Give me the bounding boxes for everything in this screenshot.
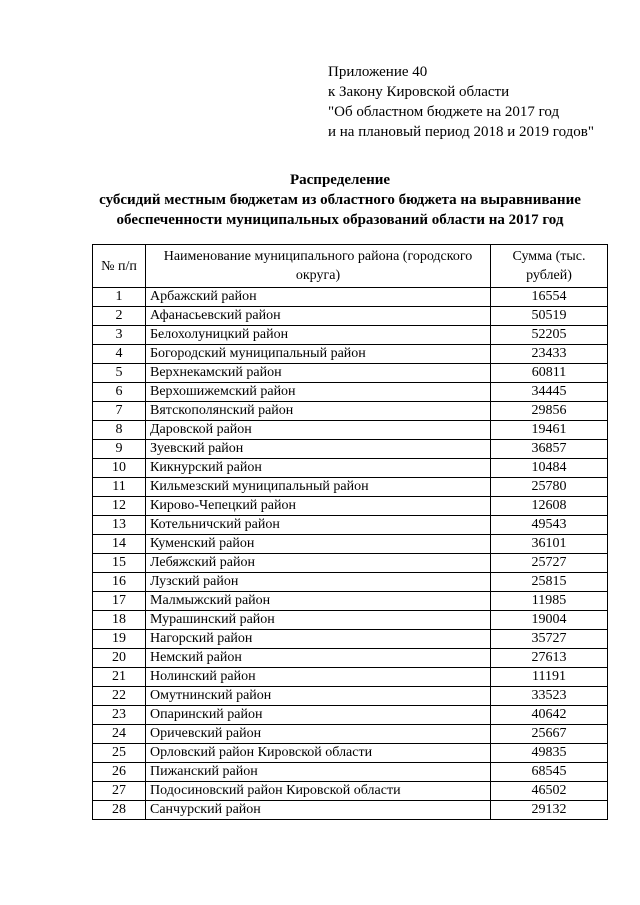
table-row <box>93 459 608 478</box>
row-sum: 10484 <box>491 459 608 478</box>
row-name: Верхошижемский район <box>146 383 491 402</box>
subsidy-table <box>92 244 608 820</box>
row-name: Орловский район Кировской области <box>146 744 491 763</box>
row-sum: 60811 <box>491 364 608 383</box>
row-sum: 36857 <box>491 440 608 459</box>
row-number: 28 <box>93 801 146 820</box>
table-row <box>93 782 608 801</box>
row-name: Арбажский район <box>146 288 491 307</box>
table-row <box>93 535 608 554</box>
appendix-block <box>328 62 594 142</box>
table-row <box>93 592 608 611</box>
row-number: 15 <box>93 554 146 573</box>
row-number: 11 <box>93 478 146 497</box>
row-number: 23 <box>93 706 146 725</box>
row-sum: 25780 <box>491 478 608 497</box>
table-row <box>93 516 608 535</box>
header-name: Наименование муниципального района (городского округа) <box>146 245 491 288</box>
row-sum: 49543 <box>491 516 608 535</box>
row-sum: 68545 <box>491 763 608 782</box>
table-row <box>93 687 608 706</box>
table-row <box>93 497 608 516</box>
table-row <box>93 630 608 649</box>
row-sum: 25667 <box>491 725 608 744</box>
row-name: Котельничский район <box>146 516 491 535</box>
row-number: 26 <box>93 763 146 782</box>
row-number: 9 <box>93 440 146 459</box>
row-number: 27 <box>93 782 146 801</box>
row-sum: 11191 <box>491 668 608 687</box>
appendix-line: к Закону Кировской области <box>328 84 510 100</box>
row-name: Кикнурский район <box>146 459 491 478</box>
table-row <box>93 725 608 744</box>
row-name: Верхнекамский район <box>146 364 491 383</box>
table-row <box>93 288 608 307</box>
row-name: Подосиновский район Кировской области <box>146 782 491 801</box>
header-num: № п/п <box>93 245 146 288</box>
row-name: Омутнинский район <box>146 687 491 706</box>
row-number: 19 <box>93 630 146 649</box>
row-name: Оричевский район <box>146 725 491 744</box>
row-number: 17 <box>93 592 146 611</box>
row-number: 18 <box>93 611 146 630</box>
row-name: Кирово-Чепецкий район <box>146 497 491 516</box>
row-number: 5 <box>93 364 146 383</box>
table-row <box>93 345 608 364</box>
row-sum: 23433 <box>491 345 608 364</box>
row-name: Лузский район <box>146 573 491 592</box>
row-number: 8 <box>93 421 146 440</box>
row-number: 24 <box>93 725 146 744</box>
row-sum: 29856 <box>491 402 608 421</box>
row-name: Нагорский район <box>146 630 491 649</box>
appendix-line: Приложение 40 <box>328 64 428 80</box>
title-line: Распределение <box>289 172 391 188</box>
row-name: Зуевский район <box>146 440 491 459</box>
row-name: Богородский муниципальный район <box>146 345 491 364</box>
row-sum: 12608 <box>491 497 608 516</box>
row-sum: 27613 <box>491 649 608 668</box>
row-sum: 11985 <box>491 592 608 611</box>
row-number: 22 <box>93 687 146 706</box>
table-row <box>93 744 608 763</box>
row-name: Вятскополянский район <box>146 402 491 421</box>
row-number: 4 <box>93 345 146 364</box>
row-name: Санчурский район <box>146 801 491 820</box>
row-number: 7 <box>93 402 146 421</box>
appendix-line: "Об областном бюджете на 2017 год <box>328 104 560 120</box>
row-name: Нолинский район <box>146 668 491 687</box>
row-sum: 50519 <box>491 307 608 326</box>
row-number: 13 <box>93 516 146 535</box>
row-sum: 19461 <box>491 421 608 440</box>
row-sum: 36101 <box>491 535 608 554</box>
table-row <box>93 611 608 630</box>
row-sum: 29132 <box>491 801 608 820</box>
row-sum: 25815 <box>491 573 608 592</box>
row-number: 14 <box>93 535 146 554</box>
row-name: Опаринский район <box>146 706 491 725</box>
row-name: Лебяжский район <box>146 554 491 573</box>
row-name: Куменский район <box>146 535 491 554</box>
row-number: 25 <box>93 744 146 763</box>
table-header-row <box>93 245 608 288</box>
document-title <box>60 170 620 230</box>
title-line: субсидий местным бюджетам из областного бюджета на выравнивание <box>99 192 581 208</box>
row-number: 6 <box>93 383 146 402</box>
table-row <box>93 478 608 497</box>
table-row <box>93 307 608 326</box>
row-sum: 33523 <box>491 687 608 706</box>
table-row <box>93 421 608 440</box>
table-row <box>93 383 608 402</box>
row-sum: 49835 <box>491 744 608 763</box>
table-row <box>93 554 608 573</box>
table-row <box>93 668 608 687</box>
row-name: Малмыжский район <box>146 592 491 611</box>
title-line: обеспеченности муниципальных образований области на 2017 год <box>116 212 564 228</box>
row-sum: 46502 <box>491 782 608 801</box>
row-name: Афанасьевский район <box>146 307 491 326</box>
appendix-line: и на плановый период 2018 и 2019 годов" <box>328 124 594 140</box>
row-sum: 16554 <box>491 288 608 307</box>
table-row <box>93 440 608 459</box>
row-sum: 25727 <box>491 554 608 573</box>
row-name: Белохолуницкий район <box>146 326 491 345</box>
table-row <box>93 364 608 383</box>
row-number: 3 <box>93 326 146 345</box>
row-name: Немский район <box>146 649 491 668</box>
row-sum: 40642 <box>491 706 608 725</box>
row-name: Мурашинский район <box>146 611 491 630</box>
header-sum: Сумма (тыс. рублей) <box>491 245 608 288</box>
table-row <box>93 649 608 668</box>
row-sum: 35727 <box>491 630 608 649</box>
table-row <box>93 801 608 820</box>
row-number: 1 <box>93 288 146 307</box>
row-number: 2 <box>93 307 146 326</box>
row-name: Даровской район <box>146 421 491 440</box>
row-number: 16 <box>93 573 146 592</box>
row-name: Пижанский район <box>146 763 491 782</box>
table-row <box>93 573 608 592</box>
row-number: 21 <box>93 668 146 687</box>
table-row <box>93 326 608 345</box>
row-sum: 52205 <box>491 326 608 345</box>
table-row <box>93 402 608 421</box>
row-number: 10 <box>93 459 146 478</box>
table-row <box>93 706 608 725</box>
row-number: 12 <box>93 497 146 516</box>
row-sum: 34445 <box>491 383 608 402</box>
row-sum: 19004 <box>491 611 608 630</box>
table-row <box>93 763 608 782</box>
row-name: Кильмезский муниципальный район <box>146 478 491 497</box>
row-number: 20 <box>93 649 146 668</box>
